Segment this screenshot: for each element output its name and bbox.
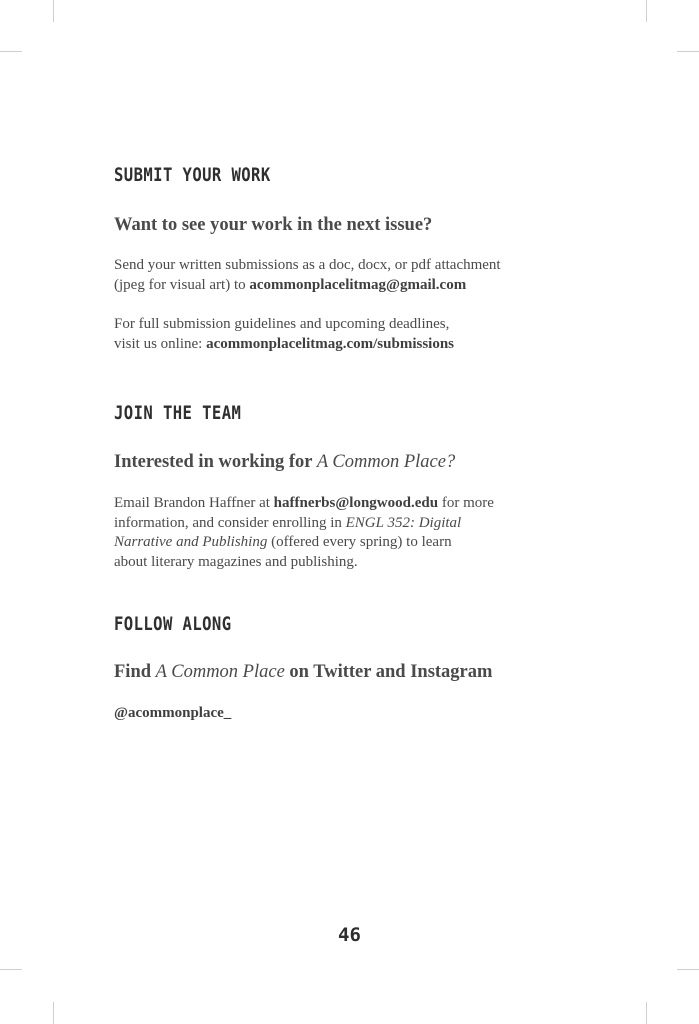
team-paragraph (114, 494, 494, 572)
follow-subheading-post: on Twitter and Instagram (284, 662, 493, 682)
team-subheading-text: Interested in working for (114, 452, 317, 472)
submit-p2-line-1: For full submission guidelines and upcoming deadlines, (114, 316, 450, 332)
follow-subheading-italic: A Common Place (155, 662, 285, 682)
team-subheading-italic: A Common Place? (316, 452, 456, 472)
team-p-line-3-rest: (offered every spring) to learn (267, 534, 452, 550)
crop-mark-left-bottom (0, 969, 22, 970)
crop-mark-top-left (53, 0, 54, 22)
follow-subheading-pre: Find (114, 662, 156, 682)
team-heading: JOIN THE TEAM (114, 402, 242, 424)
submit-heading: SUBMIT YOUR WORK (114, 164, 271, 186)
team-p-line-1 (114, 494, 494, 514)
crop-mark-bottom-left (53, 1002, 54, 1024)
team-p-line-4: about literary magazines and publishing. (114, 553, 358, 570)
crop-mark-right-top (677, 51, 699, 52)
follow-heading: FOLLOW ALONG (114, 613, 232, 635)
submit-p2-line-2-text: visit us online: (114, 335, 207, 352)
submit-p2-line-2 (114, 335, 454, 355)
crop-mark-bottom-right (646, 1002, 647, 1024)
submit-subheading: Want to see your work in the next issue? (114, 215, 433, 235)
follow-paragraph (114, 704, 231, 724)
team-email-link[interactable]: haffnerbs@longwood.edu (273, 495, 439, 511)
page-number: 46 (338, 924, 361, 946)
submit-paragraph-1 (114, 256, 501, 295)
team-p-line-2-text: information, and consider enrolling in (114, 514, 346, 531)
team-p-line-3-italic: Narrative and Publishing (114, 534, 268, 550)
crop-mark-top-right (646, 0, 647, 22)
follow-subheading (114, 662, 492, 683)
team-p-line-3 (114, 533, 494, 553)
team-p-line-1-text: Email Brandon Haffner at (114, 495, 274, 511)
submit-paragraph-2 (114, 315, 454, 354)
team-p-line-2-italic: ENGL 352: Digital (345, 514, 462, 531)
team-p-line-2 (114, 514, 494, 534)
team-p-line-1-rest: for more (438, 495, 494, 511)
submissions-url-link[interactable]: acommonplacelitmag.com/submissions (206, 335, 455, 352)
submit-p1-line-2 (114, 276, 501, 296)
team-subheading (114, 452, 455, 473)
submit-p1-line-2-text: (jpeg for visual art) to (114, 276, 250, 293)
crop-mark-right-bottom (677, 969, 699, 970)
submit-p1-line-1: Send your written submissions as a doc, docx, or pdf attachment (114, 257, 501, 273)
submission-email-link[interactable]: acommonplacelitmag@gmail.com (249, 276, 467, 293)
crop-mark-left-top (0, 51, 22, 52)
social-handle-link[interactable]: @acommonplace_ (114, 705, 232, 721)
